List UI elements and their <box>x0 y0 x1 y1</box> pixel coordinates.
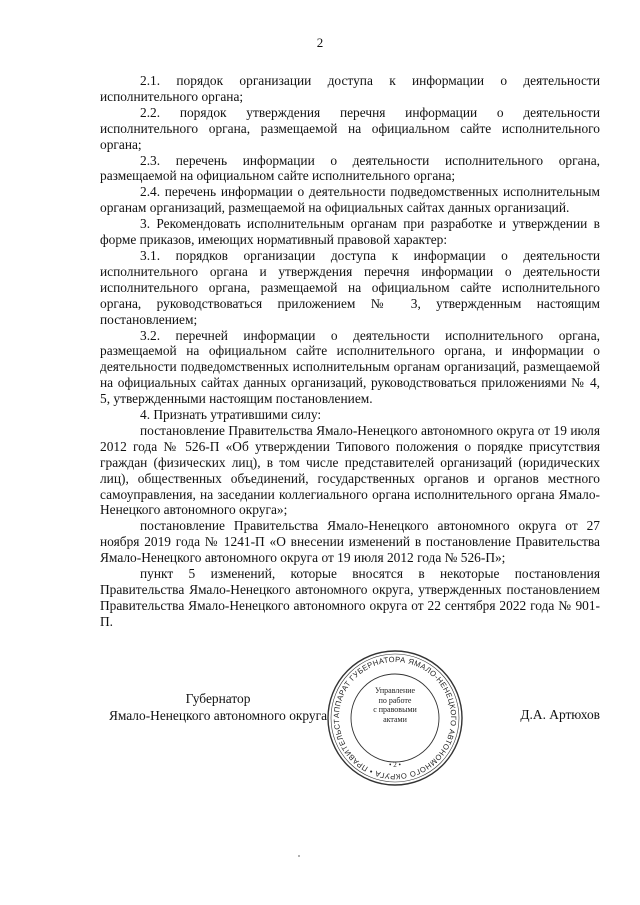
page-number: 2 <box>316 35 324 50</box>
stamp-inner-line: по работе <box>378 695 412 705</box>
paragraph-3: 3. Рекомендовать исполнительным органам при разработке и утверждении в форме приказов, имеющих нормативный правовой характер: <box>100 216 600 248</box>
stamp-inner-line: Управление <box>374 686 416 695</box>
repealed-act-1: постановление Правительства Ямало-Ненецкого автономного округа от 19 июля 2012 года № 526-П «Об утверждении Типового положения о порядке присутствия граждан (физических лиц), в том числе представителей организаций (юридических лиц), общественных объединений, государственных органов и органов местного самоуправления, на заседании коллегиального органа исполнительного органа Ямало-Ненецкого автономного округа»; <box>100 422 600 518</box>
paragraph-3-1: 3.1. порядков организации доступа к информации о деятельности исполнительного органа и утверждения перечня информации о деятельности исполнительного органа, размещаемой на официальном сайте исполнительного органа, руководствоваться приложением № 3, утвержденным настоящим постановлением; <box>100 247 600 327</box>
document-body <box>100 73 600 630</box>
paragraph-2-2: 2.2. порядок утверждения перечня информации о деятельности исполнительного органа, размещаемой на официальном сайте исполнительного органа; <box>100 104 600 152</box>
paragraph-2-1: 2.1. порядок организации доступа к информации о деятельности исполнительного органа; <box>100 73 600 104</box>
repealed-act-2: постановление Правительства Ямало-Ненецкого автономного округа от 27 ноября 2019 года № 1241-П «О внесении изменений в постановление Правительства Ямало-Ненецкого автономного округа от 19 июля 2012 года № 526-П»; <box>100 518 600 566</box>
scan-speck <box>298 855 300 857</box>
signatory-title <box>103 690 333 724</box>
stamp-inner-line: с правовыми <box>373 705 417 714</box>
signatory-position: Губернатор <box>185 691 251 706</box>
stamp-inner-line: актами <box>383 714 407 724</box>
paragraph-4: 4. Признать утратившими силу: <box>140 407 322 423</box>
official-stamp <box>325 648 465 788</box>
stamp-inner-text <box>365 686 425 724</box>
paragraph-2-3: 2.3. перечень информации о деятельности исполнительного органа, размещаемой на официальном сайте исполнительного органа; <box>100 152 600 184</box>
repealed-act-3: пункт 5 изменений, которые вносятся в некоторые постановления Правительства Ямало-Ненецкого автономного округа, утвержденных постановлением Правительства Ямало-Ненецкого автономного округа от 22 сентября 2022 года № 901-П. <box>100 566 600 629</box>
signatory-name: Д.А. Артюхов <box>520 707 600 722</box>
stamp-ring-text: АППАРАТ ГУБЕРНАТОРА ЯМАЛО-НЕНЕЦКОГО АВТОНОМНОГО ОКРУГА • ПРАВИТЕЛЬСТ <box>331 654 459 782</box>
stamp-number: • 2 • <box>389 761 401 769</box>
paragraph-3-2: 3.2. перечней информации о деятельности исполнительного органа, размещаемой на официальном сайте исполнительного органа, и информации о деятельности подведомственных исполнительным органам организаций, размещаемой на официальных сайтах данных организаций, руководствоваться приложениями № 4, 5, утвержденными настоящим постановлением. <box>100 327 600 407</box>
signatory-region: Ямало-Ненецкого автономного округа <box>108 708 328 723</box>
paragraph-2-4: 2.4. перечень информации о деятельности подведомственных исполнительным органам организаций, размещаемой на официальных сайтах данных организаций. <box>100 184 600 216</box>
